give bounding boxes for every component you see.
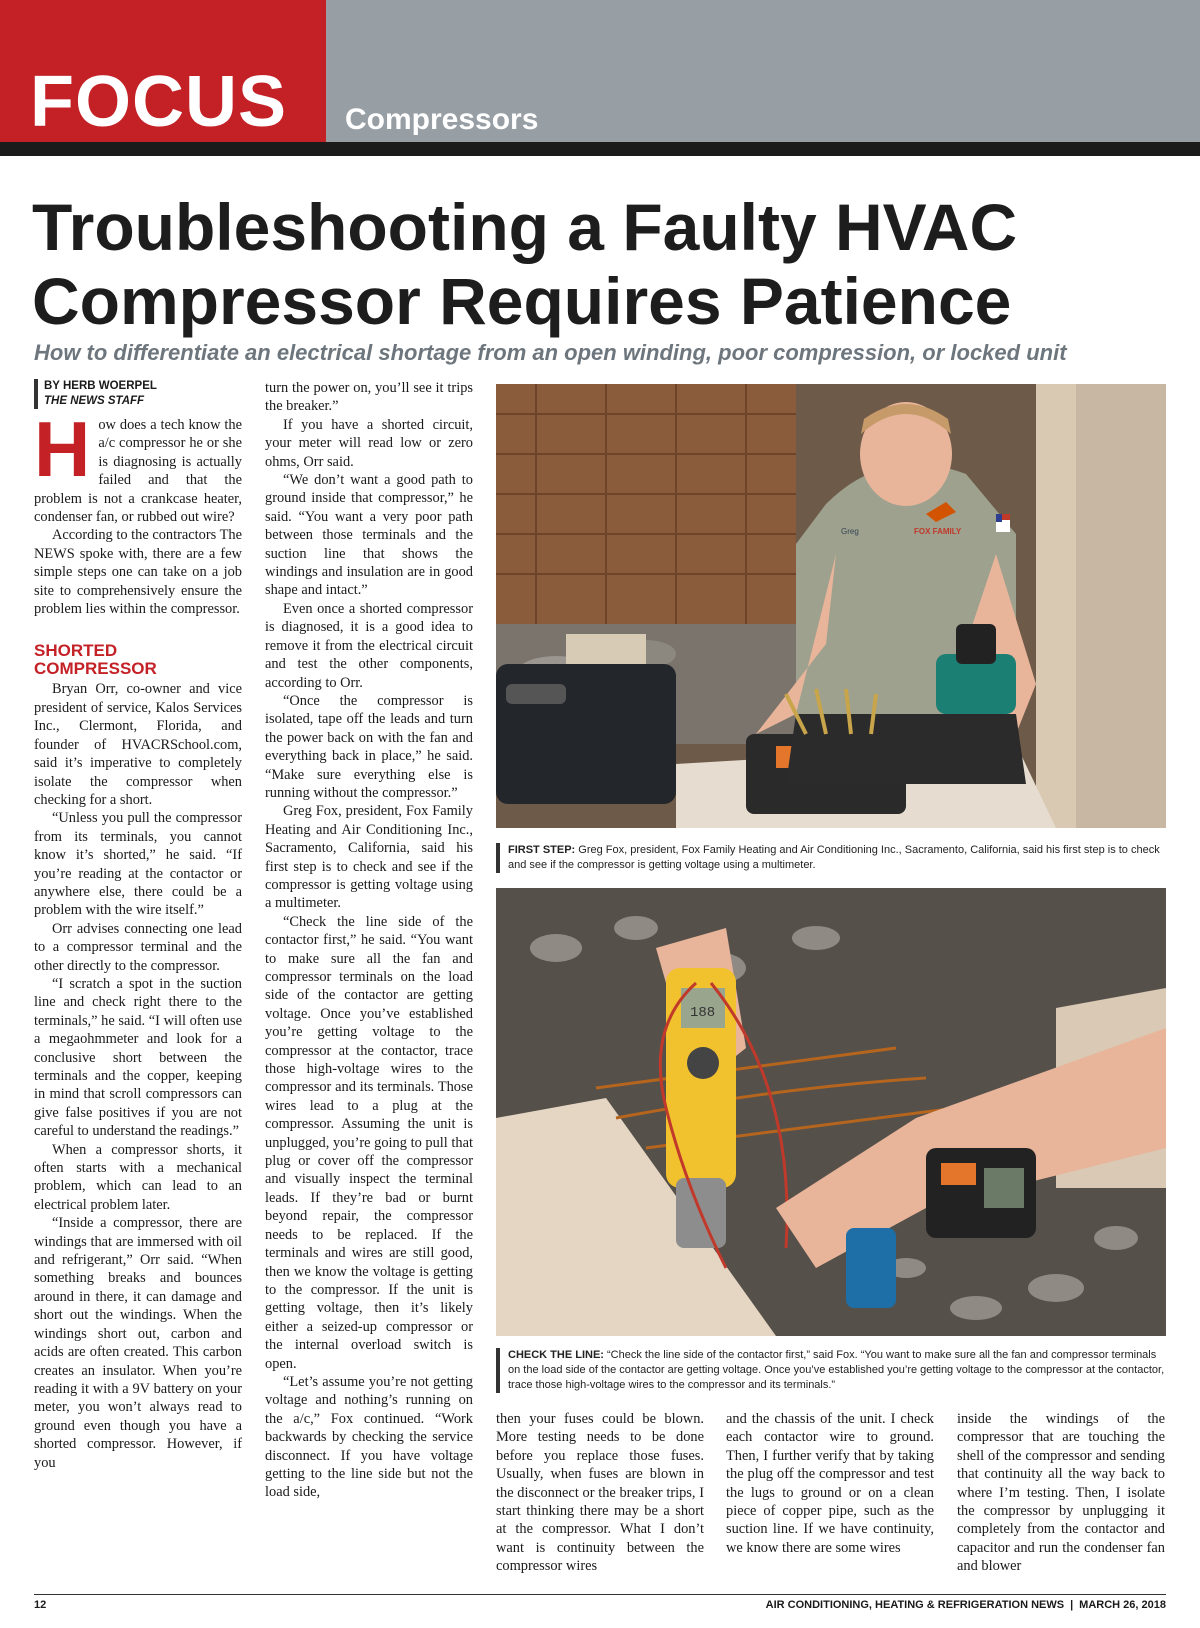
shirt-name: Greg xyxy=(841,527,859,536)
banner-rule xyxy=(0,142,1200,156)
subheadline: How to differentiate an electrical shortage from an open winding, poor compression, or locked unit xyxy=(34,340,1067,365)
body-paragraph: “Check the line side of the contactor first,” he said. “You want to make sure all the fan and compressor terminals on the load side of the contactor are getting voltage. Once you’ve established you’re getting voltage to the compressor at the contactor, trace those high-voltage wires to the compressor and its terminals. Those wires lead to a plug at the compressor. Assuming the unit is unplugged, you’re going to pull that plug or cover off the compressor and visually inspect the terminal leads. If they’re bad or burnt beyond repair, the compressor needs to be replaced. If the terminals and wires are still good, then we know the voltage is getting to the compressor. If the unit is getting voltage, then it’s likely either a seized-up compressor or the internal overload switch is open. xyxy=(265,913,473,1372)
photo-multimeter-check xyxy=(496,888,1166,1336)
body-paragraph: “Let’s assume you’re not getting voltage and nothing’s running on the a/c,” Fox continued. “Work backwards by checking the service disconnect. If you have voltage getting to the line side but not the load side, xyxy=(265,1373,473,1501)
article-column-1 xyxy=(34,405,242,1472)
body-paragraph: “I scratch a spot in the suction line and check right there to the terminals,” he said. “I will often use a megaohmmeter and look for a conclusive short between the terminals and the copper, keeping in mind that scroll compressors can give false positives if you are not careful to understand the readings.” xyxy=(34,975,242,1140)
body-paragraph: turn the power on, you’ll see it trips the breaker.” xyxy=(265,380,473,415)
photo-caption-first-step xyxy=(496,843,1170,873)
article-column-2 xyxy=(265,379,473,1502)
caption-label: CHECK THE LINE: xyxy=(508,1349,604,1361)
body-paragraph: and the chassis of the unit. I check each contactor wire to ground. Then, I further verify that by taking the plug off the compressor and test the lugs to ground or on a clean piece of copper pipe, such as the suction line. If we have continuity, we know there are some wires xyxy=(726,1411,934,1556)
photo-caption-check-line xyxy=(496,1348,1170,1393)
publication-info xyxy=(766,1599,1166,1611)
focus-label-box xyxy=(0,0,326,142)
caption-text: “Check the line side of the contactor first,” said Fox. “You want to make sure all the fan and compressor terminals on the load side of the contactor are getting voltage. Once you’ve established you’re getting voltage to the compressor at the contactor, trace those high-voltage wires to the compressor and its terminals.” xyxy=(508,1349,1165,1391)
focus-label: FOCUS xyxy=(30,62,287,142)
photo-technician-at-condenser xyxy=(496,384,1166,828)
page-footer xyxy=(34,1594,1166,1611)
body-paragraph: then your fuses could be blown. More testing needs to be done before you replace those fuses. Usually, when fuses are blown in the disconnect or the breaker trips, I start thinking there may be a short at the compressor. What I don’t want is continuity between the compressor wires xyxy=(496,1411,704,1575)
article-column-3 xyxy=(496,1410,704,1576)
article-column-5 xyxy=(957,1410,1165,1576)
body-paragraph: “Unless you pull the compressor from its terminals, you cannot know it’s shorted,” he said. “If you’re reading at the contactor or anywhere else, there could be a problem with the wire itself.” xyxy=(34,810,242,919)
article-column-4 xyxy=(726,1410,934,1557)
section-heading: SHORTED COMPRESSOR xyxy=(34,641,157,679)
page-number: 12 xyxy=(34,1599,47,1611)
byline-staff: THE NEWS STAFF xyxy=(44,395,145,407)
body-paragraph: If you have a shorted circuit, your meter will read low or zero ohms, Orr said. xyxy=(265,416,473,470)
intro-paragraph xyxy=(34,405,242,526)
body-paragraph: inside the windings of the compressor that are touching the shell of the compressor and sending that continuity all the way back to where I’m testing. Then, I isolate the compressor by unplugging it completely from the contactor and capacitor and run the condenser fan and blower xyxy=(957,1411,1165,1575)
body-paragraph: “Inside a compressor, there are windings that are immersed with oil and refrigerant,” Orr said. “When something breaks and bounces around in there, it can damage and short out the windings. When the windings short out, carbon and acids are often created. This carbon creates an insulator. When you’re reading it with a 9V battery on your meter, you won’t always read to ground even though you have a shorted compressor. However, if you xyxy=(34,1215,242,1471)
section-label: Compressors xyxy=(345,103,539,136)
section-banner xyxy=(0,0,1200,156)
photo-multimeter-illustration xyxy=(496,888,1166,1336)
body-paragraph: “Once the compressor is isolated, tape off the leads and turn the power back on with the fan and everything back in place,” he said. “Make sure everything else is running without the compressor.” xyxy=(265,692,473,801)
byline-author: BY HERB WOERPEL xyxy=(44,380,157,392)
photo-technician-illustration xyxy=(496,384,1166,828)
headline: Troubleshooting a Faulty HVAC Compressor Requires Patience xyxy=(32,190,1018,338)
intro-paragraph-2: According to the contractors The NEWS spoke with, there are a few simple steps one can take on a job site to comprehensively ensure the problem lies within the compressor. xyxy=(34,527,242,618)
shirt-patch-text: FOX FAMILY xyxy=(914,527,962,536)
body-paragraph: “We don’t want a good path to ground inside that compressor,” he said. “You want a very poor path between those terminals and the suction line that shows the windings and insulation are in good shape and intact.” xyxy=(265,472,473,599)
body-paragraph: Bryan Orr, co-owner and vice president of service, Kalos Services Inc., Clermont, Florida, and founder of HVACRSchool.com, said it’s imperative to completely isolate the compressor when checking for a short. xyxy=(34,681,242,808)
footer-separator: | xyxy=(1070,1599,1074,1611)
issue-date: MARCH 26, 2018 xyxy=(1079,1599,1166,1611)
publication-name: AIR CONDITIONING, HEATING & REFRIGERATION NEWS xyxy=(765,1599,1065,1611)
caption-text: Greg Fox, president, Fox Family Heating and Air Conditioning Inc., Sacramento, California, said his first step is to check and see if the compressor is getting voltage using a multimeter. xyxy=(508,844,1160,871)
meter-readout: 188 xyxy=(690,1005,716,1021)
body-paragraph: Even once a shorted compressor is diagnosed, it is a good idea to remove it from the electrical circuit and test the other components, according to Orr. xyxy=(265,600,473,691)
caption-label: FIRST STEP: xyxy=(508,844,576,856)
body-paragraph: When a compressor shorts, it often starts with a mechanical problem, which can lead to an electrical problem later. xyxy=(34,1141,242,1213)
drop-cap: H xyxy=(34,405,91,493)
body-paragraph: Orr advises connecting one lead to a compressor terminal and the other directly to the compressor. xyxy=(34,920,242,974)
intro-text: ow does a tech know the a/c compressor he or she is diagnosing is actually failed and that the problem is not a crankcase heater, condenser fan, or rubbed out wire? xyxy=(34,417,242,526)
body-paragraph: Greg Fox, president, Fox Family Heating and Air Conditioning Inc., Sacramento, California, said his first step is to check and see if the compressor is getting voltage using a multimeter. xyxy=(265,803,473,912)
